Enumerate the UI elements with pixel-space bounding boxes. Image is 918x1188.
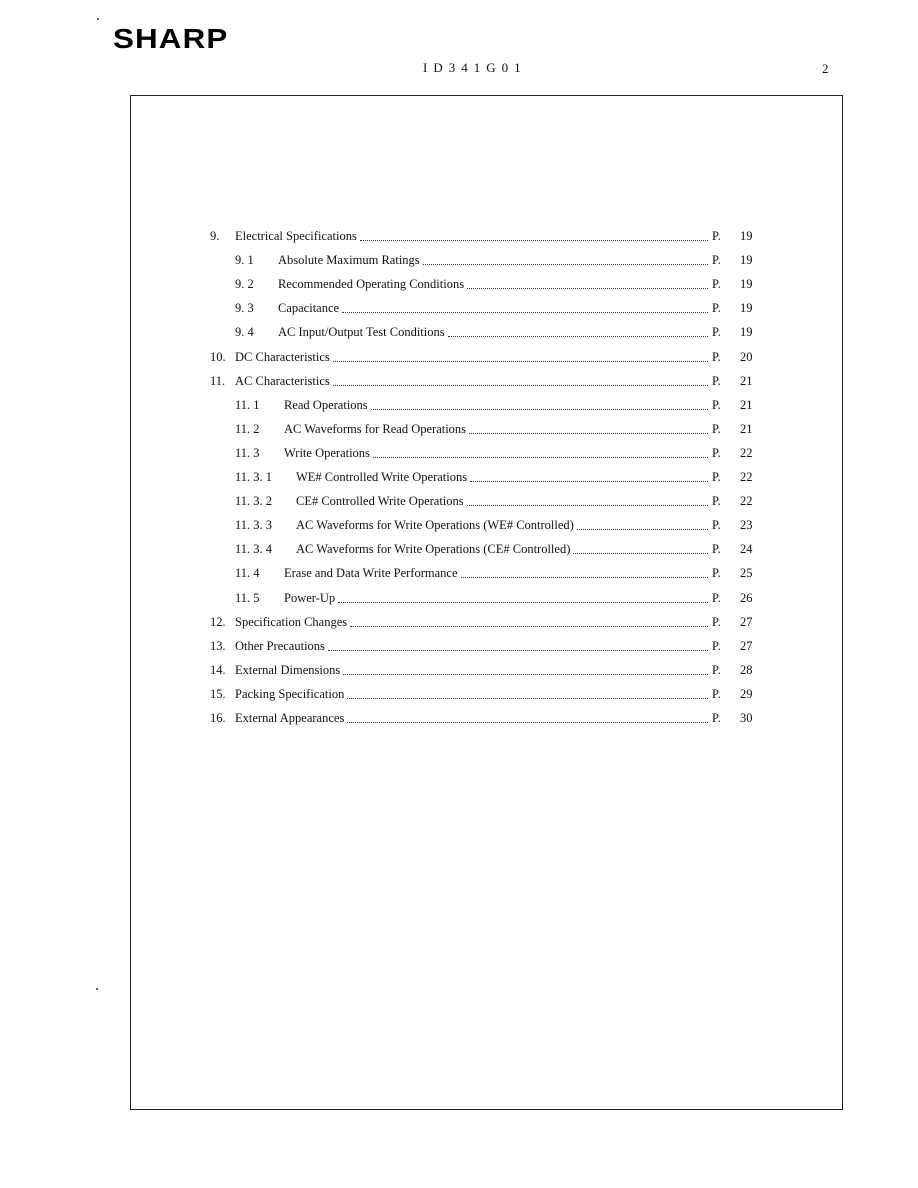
- toc-entry-number: 11. 3. 2: [235, 494, 273, 509]
- toc-entry: [0, 322, 918, 342]
- toc-dot-leader: [573, 553, 708, 554]
- toc-entry-number: 9. 1: [235, 253, 254, 268]
- toc-entry: [0, 395, 918, 415]
- toc-entry-page: 19: [740, 229, 753, 243]
- toc-entry-number: 9. 4: [235, 325, 254, 340]
- toc-entry-page: 27: [740, 638, 753, 653]
- page-number: 2: [822, 61, 829, 76]
- toc-entry-page: 21: [740, 397, 753, 412]
- toc-entry: [0, 563, 918, 583]
- toc-entry-title: AC Characteristics: [235, 373, 330, 388]
- toc-entry-title: DC Characteristics: [235, 349, 330, 364]
- toc-entry: [0, 347, 918, 367]
- toc-entry-title: CE# Controlled Write Operations: [296, 494, 464, 509]
- toc-entry-number: 15.: [210, 686, 226, 701]
- toc-entry-number: 16.: [210, 711, 226, 725]
- toc-entry-title: WE# Controlled Write Operations: [296, 470, 468, 484]
- toc-entry: [0, 419, 918, 439]
- toc-dot-leader: [343, 674, 708, 675]
- toc-entry-page: 19: [740, 325, 753, 340]
- toc-dot-leader: [577, 529, 708, 530]
- toc-entry-page: 29: [740, 686, 753, 701]
- toc-dot-leader: [360, 240, 708, 241]
- toc-entry-page-prefix: P.: [712, 518, 721, 533]
- toc-entry-title: Absolute Maximum Ratings: [278, 253, 420, 268]
- toc-entry-page: 23: [740, 518, 753, 533]
- toc-dot-leader: [467, 288, 708, 289]
- toc-entry-title: AC Waveforms for Write Operations (CE# Controlled): [296, 542, 571, 557]
- toc-entry-number: 11. 3: [235, 445, 260, 460]
- toc-dot-leader: [328, 650, 708, 651]
- toc-dot-leader: [470, 481, 708, 482]
- toc-entry-title: External Dimensions: [235, 662, 341, 677]
- toc-entry: [0, 371, 918, 391]
- toc-entry: [0, 588, 918, 608]
- toc-entry-title: AC Waveforms for Read Operations: [284, 421, 467, 436]
- toc-entry: [0, 226, 918, 246]
- toc-entry-page-prefix: P.: [712, 470, 721, 484]
- scan-speck: [96, 988, 98, 990]
- toc-entry: [0, 612, 918, 632]
- toc-entry-title: External Appearances: [235, 711, 345, 725]
- toc-dot-leader: [347, 698, 708, 699]
- toc-entry-number: 13.: [210, 638, 226, 653]
- toc-entry-page: 22: [740, 445, 753, 460]
- toc-entry-page: 19: [740, 277, 753, 292]
- toc-entry-page-prefix: P.: [712, 638, 721, 653]
- toc-entry-page: 28: [740, 662, 753, 677]
- toc-entry-title: Write Operations: [284, 445, 370, 460]
- toc-entry: [0, 274, 918, 294]
- toc-entry-page: 21: [740, 373, 753, 388]
- toc-entry-page-prefix: P.: [712, 542, 721, 557]
- toc-entry: [0, 443, 918, 463]
- toc-entry-number: 11. 4: [235, 566, 260, 581]
- toc-entry-title: Other Precautions: [235, 638, 325, 653]
- toc-dot-leader: [467, 505, 708, 506]
- toc-dot-leader: [461, 577, 708, 578]
- toc-entry-title: Packing Specification: [235, 686, 345, 701]
- toc-entry-page-prefix: P.: [712, 686, 721, 701]
- sharp-logo: SHARP: [113, 23, 229, 54]
- toc-entry-page-prefix: P.: [712, 494, 721, 509]
- toc-entry-number: 11. 5: [235, 590, 260, 605]
- toc-entry: [0, 250, 918, 270]
- toc-entry-page: 24: [740, 542, 753, 557]
- toc-entry-page-prefix: P.: [712, 711, 721, 725]
- toc-dot-leader: [333, 361, 708, 362]
- toc-entry-page-prefix: P.: [712, 445, 721, 460]
- toc-entry-page: 27: [740, 614, 753, 629]
- toc-entry-page: 30: [740, 711, 753, 725]
- toc-dot-leader: [342, 312, 708, 313]
- document-id: ID341G01: [423, 60, 527, 75]
- toc-entry-page: 20: [740, 349, 753, 364]
- toc-entry-title: Electrical Specifications: [235, 229, 357, 243]
- toc-entry-number: 11. 3. 4: [235, 542, 273, 557]
- toc-entry-number: 9. 2: [235, 277, 254, 292]
- toc-entry: [0, 491, 918, 511]
- toc-entry-page-prefix: P.: [712, 373, 721, 388]
- toc-entry-title: Erase and Data Write Performance: [284, 566, 458, 581]
- toc-entry: [0, 636, 918, 656]
- toc-entry: [0, 467, 918, 487]
- toc-dot-leader: [333, 385, 708, 386]
- toc-entry-page-prefix: P.: [712, 421, 721, 436]
- scan-speck: [97, 18, 99, 20]
- toc-dot-leader: [423, 264, 708, 265]
- toc-entry-number: 11.: [210, 373, 226, 388]
- toc-entry-title: Power-Up: [284, 590, 336, 605]
- toc-entry-page-prefix: P.: [712, 253, 721, 268]
- toc-entry-page-prefix: P.: [712, 662, 721, 677]
- toc-entry: [0, 539, 918, 559]
- toc-entry-title: Capacitance: [278, 301, 340, 316]
- toc-entry: [0, 684, 918, 704]
- toc-entry-page-prefix: P.: [712, 277, 721, 292]
- toc-entry-number: 9. 3: [235, 301, 254, 316]
- toc-entry-page: 19: [740, 253, 753, 268]
- toc-entry-number: 10.: [210, 349, 226, 364]
- toc-entry-page-prefix: P.: [712, 566, 721, 581]
- toc-entry-page: 19: [740, 301, 753, 316]
- toc-entry-number: 12.: [210, 614, 226, 629]
- toc-entry: [0, 298, 918, 318]
- toc-entry-title: Read Operations: [284, 397, 368, 412]
- toc-entry-page-prefix: P.: [712, 301, 721, 316]
- toc-dot-leader: [371, 409, 708, 410]
- toc-dot-leader: [347, 722, 708, 723]
- toc-entry: [0, 660, 918, 680]
- toc-entry-page: 22: [740, 494, 753, 509]
- toc-entry-number: 11. 3. 1: [235, 470, 273, 484]
- toc-entry-number: 11. 2: [235, 421, 260, 436]
- toc-entry-number: 14.: [210, 662, 226, 677]
- toc-entry-title: AC Waveforms for Write Operations (WE# Controlled): [296, 518, 574, 533]
- toc-entry-number: 9.: [210, 229, 220, 243]
- toc-entry-number: 11. 1: [235, 397, 260, 412]
- toc-entry: [0, 515, 918, 535]
- toc-entry-page-prefix: P.: [712, 349, 721, 364]
- toc-entry-page: 22: [740, 470, 753, 484]
- toc-dot-leader: [448, 336, 708, 337]
- toc-entry-page-prefix: P.: [712, 590, 721, 605]
- toc-entry-page: 26: [740, 590, 753, 605]
- toc-entry: [0, 708, 918, 728]
- toc-entry-page-prefix: P.: [712, 325, 721, 340]
- toc-entry-page-prefix: P.: [712, 229, 721, 243]
- toc-entry-title: Recommended Operating Conditions: [278, 277, 465, 292]
- toc-entry-page: 21: [740, 421, 753, 436]
- toc-dot-leader: [469, 433, 708, 434]
- toc-dot-leader: [338, 602, 708, 603]
- toc-dot-leader: [373, 457, 708, 458]
- toc-entry-title: AC Input/Output Test Conditions: [278, 325, 445, 340]
- toc-entry-number: 11. 3. 3: [235, 518, 273, 533]
- toc-entry-page-prefix: P.: [712, 614, 721, 629]
- toc-dot-leader: [350, 626, 708, 627]
- toc-entry-page-prefix: P.: [712, 397, 721, 412]
- toc-entry-page: 25: [740, 566, 753, 581]
- toc-entry-title: Specification Changes: [235, 614, 348, 629]
